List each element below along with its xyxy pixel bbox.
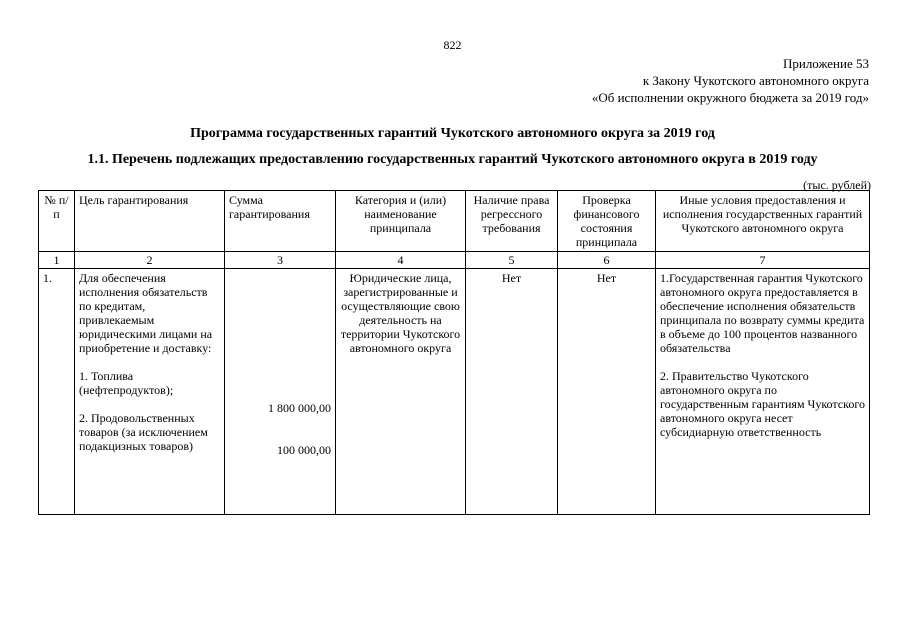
guarantees-table: [38, 190, 870, 515]
table-header-row: [39, 191, 870, 252]
conditions-second: 2. Правительство Чукотского автономного округа по государственным гарантиям Чукотского автономного округа несет субсидиарную ответственность: [660, 369, 865, 439]
amount-fuel: 1 800 000,00: [268, 401, 331, 415]
appendix-line-2: к Закону Чукотского автономного округа: [642, 73, 869, 88]
page-number: 822: [443, 38, 462, 52]
appendix-reference: [592, 55, 869, 106]
column-number: 7: [656, 252, 870, 269]
document-subtitle: 1.1. Перечень подлежащих предоставлению государственных гарантий Чукотского автономного округа в 2019 году: [87, 152, 818, 167]
header-conditions: Иные условия предоставления и исполнения государственных гарантий Чукотского автономного округа: [656, 191, 870, 252]
amount-cell: [225, 269, 336, 515]
conditions-cell: [656, 269, 870, 515]
header-amount: Сумма гарантирования: [225, 191, 336, 252]
units-label: (тыс. рублей): [803, 178, 871, 192]
column-number: 2: [75, 252, 225, 269]
amount-food: 100 000,00: [277, 443, 331, 457]
column-number-row: [39, 252, 870, 269]
header-principal: Категория и (или) наименование принципала: [336, 191, 466, 252]
header-number: № п/п: [39, 191, 75, 252]
purpose-fuel: 1. Топлива (нефтепродуктов);: [79, 369, 174, 397]
financial-check-cell: Нет: [558, 269, 656, 515]
conditions-first: 1.Государственная гарантия Чукотского автономного округа предоставляется в обеспечение исполнения обязательств принципала по возврату суммы кредита в объеме до 100 процентов названного обязательства: [660, 271, 865, 355]
column-number: 3: [225, 252, 336, 269]
purpose-cell: [75, 269, 225, 515]
header-recourse: Наличие права регрессного требования: [466, 191, 558, 252]
column-number: 6: [558, 252, 656, 269]
recourse-cell: Нет: [466, 269, 558, 515]
appendix-line-1: Приложение 53: [782, 56, 869, 71]
appendix-line-3: «Об исполнении окружного бюджета за 2019 год»: [591, 90, 869, 105]
column-number: 1: [39, 252, 75, 269]
purpose-food: 2. Продовольственных товаров (за исключением подакцизных товаров): [79, 411, 208, 453]
principal-cell: Юридические лица, зарегистрированные и осуществляющие свою деятельность на территории Чукотского автономного округа: [336, 269, 466, 515]
purpose-intro: Для обеспечения исполнения обязательств по кредитам, привлекаемым юридическими лицами на приобретение и доставку:: [79, 271, 213, 355]
document-title: Программа государственных гарантий Чукотского автономного округа за 2019 год: [190, 126, 715, 141]
header-purpose: Цель гарантирования: [75, 191, 225, 252]
column-number: 4: [336, 252, 466, 269]
table-row: [39, 269, 870, 515]
row-number: 1.: [39, 269, 75, 515]
column-number: 5: [466, 252, 558, 269]
header-financial-check: Проверка финансового состояния принципала: [558, 191, 656, 252]
